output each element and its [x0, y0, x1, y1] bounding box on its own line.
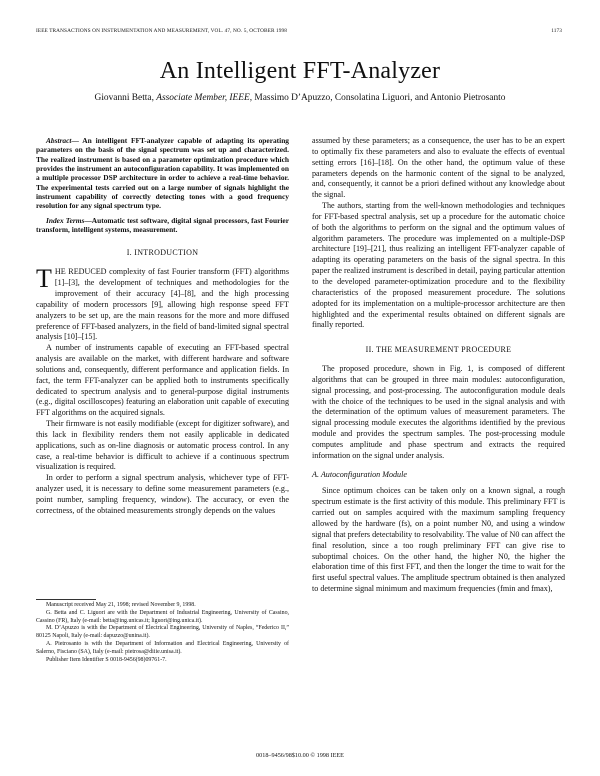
- subsection-a-paragraph-1: Since optimum choices can be taken only on a known signal, a rough spectrum estimate is the first activity of this module. This preliminary FFT is carried out on samples acquired with the maximum sampling frequency allowed by the hardware (fs), on a point number N0, and using a window signal that prefers detectability to resolvability. The value of N0 can affect the final resolution, since a too rough preliminary FFT can give rise to suboptimal choices. On the other hand, the higher N0, the higher the elaboration time of this first FFT, and then the longer the time to wait for the first useful spectral values. The amplitude spectrum obtained is then analyzed to determine signal minimum and maximum frequencies (fmin and fmax),: [312, 486, 565, 594]
- intro-paragraph-1: [36, 264, 289, 343]
- right-column: [312, 136, 565, 595]
- index-terms: [36, 216, 289, 235]
- journal-name: IEEE TRANSACTIONS ON INSTRUMENTATION AND MEASUREMENT, VOL. 47, NO. 5, OCTOBER 1998: [36, 28, 288, 34]
- page-number: 1173: [551, 28, 562, 34]
- abstract-label: Abstract—: [46, 136, 79, 145]
- footnote-rule: [36, 599, 96, 600]
- index-terms-label: Index Terms—: [46, 215, 92, 225]
- right-paragraph-2: The authors, starting from the well-known methodologies and techniques for FFT-based spectral analysis, set up a procedure for the automatic choice of both the algorithms to perform on the signal and the optimum values of algorithm parameters. The procedure was implemented on a multiple-DSP architecture [19]–[21], thus realizing an intelligent FFT-analyzer capable of adapting its operating parameters on the basis of the signal spectra. In this paper the realized instrument is described in detail, paying particular attention to the developed parameter-optimization procedure and to the flexibility characteristics of the proposed measurement procedure. The solutions adopted for its implementation on a multiple-processor architecture are then highlighted and the experimental results obtained on different signals are finally reported.: [312, 201, 565, 330]
- footnote-received: Manuscript received May 21, 1998; revised November 9, 1998.: [46, 602, 196, 608]
- section-2-heading: II. THE MEASUREMENT PROCEDURE: [365, 345, 512, 355]
- drop-cap: T: [36, 264, 52, 294]
- subsection-a-heading: A. Autoconfiguration Module: [312, 469, 407, 479]
- running-header: [36, 28, 562, 34]
- footnotes: [36, 602, 289, 664]
- section-2-paragraph-1: The proposed procedure, shown in Fig. 1, is composed of different algorithms that can be grouped in three main modules: autoconfiguration, signal processing, and post-processing. The autoconfiguration module deals with the choice of the techniques to be used in the signal analysis and with the determination of the optimum values of measurement parameters. The signal processing module executes the algorithms identified by the previous module and provides the spectrum samples. The post-processing module computes amplitude and phase spectrum and extracts the required information on the signal under analysis.: [312, 364, 565, 460]
- author-1-role: Associate Member, IEEE,: [156, 93, 253, 103]
- footnote-betta-liguori: G. Betta and C. Liguori are with the Department of Industrial Engineering, University of Cassino, Cassino (FR), Italy (e-mail: betta@ing.unicas.it; liguori@ing.unica.it).: [36, 609, 289, 624]
- abstract: [36, 136, 289, 211]
- intro-p1-text: HE REDUCED complexity of fast Fourier transform (FFT) algorithms [1]–[3], the development of techniques and methodologies for the improvement of their accuracy [4]–[8], and the high processing capability of modern processors [9], allowing high response speed FFT analyzers to be set up, are the main reasons for the more and more diffused preference of FFT-based analyzers, in the field of band-limited signal spectral analysis [10]–[15].: [36, 267, 289, 342]
- intro-paragraph-2: A number of instruments capable of executing an FFT-based spectral analysis are available on the market, with different hardware and software solutions and, consequently, different performance and application fields. In fact, the term FFT-analyzer can be applied both to instruments specifically dedicated to spectrum analysis and to general-purpose digital instruments (e.g., digital oscilloscopes) featuring an elaboration unit capable of executing FFT algorithms on the acquired signals.: [36, 343, 289, 418]
- right-paragraph-1: assumed by these parameters; as a consequence, the user has to be an expert to optimally fix these parameters and also to evaluate the effects of eventual setting errors [16]–[18]. On the other hand, the optimum value of these parameters depends on the harmonic content of the signal to be analyzed, and, consequently, it cannot be a priori defined without any knowledge about the signal.: [312, 136, 565, 200]
- intro-heading: I. INTRODUCTION: [126, 248, 199, 258]
- footnote-dapuzzo: M. D’Apuzzo is with the Department of Electrical Engineering, University of Naples, “Federico II,” 80125 Napoli, Italy (e-mail: dapuzzo@unina.it).: [36, 625, 289, 640]
- paper-title: An Intelligent FFT-Analyzer: [159, 58, 441, 84]
- abstract-text: An intelligent FFT-analyzer capable of adapting its operating parameters on the basis of the signal spectrum was set up and characterized. The realized instrument is based on a parameter optimization procedure which provides the instrument an autoconfiguration capability. It was implemented on a multiple processor DSP architecture in order to achieve a real-time behavior. The experimental tests carried out on a large number of signals highlight the instrument capability of correctly detecting tones with a good frequency resolution for any signal spectrum type.: [36, 136, 289, 211]
- other-authors: Massimo D’Apuzzo, Consolatina Liguori, and Antonio Pietrosanto: [252, 93, 506, 103]
- footnote-publisher-id: Publisher Item Identifier S 0018-9456(98)09761-7.: [46, 656, 167, 663]
- index-terms-text: Automatic test software, digital signal processors, fast Fourier transform, intelligent systems, measurement.: [36, 215, 289, 235]
- intro-paragraph-4: In order to perform a signal spectrum analysis, whichever type of FFT-analyzer used, it is necessary to define some measurement parameters (e.g., point number, sampling frequency, window). The accuracy, or even the correctness, of the obtained measurements strongly depends on the values: [36, 473, 289, 515]
- left-column: [36, 136, 289, 517]
- footnote-pietrosanto: A. Pietrosanto is with the Department of Information and Electrical Engineering, University of Salerno, Fisciano (SA), Italy (e-mail: pietrosa@diiie.unisa.it).: [36, 640, 289, 655]
- copyright-line: 0018–9456/98$10.00 © 1998 IEEE: [256, 752, 344, 759]
- author-list: [0, 93, 600, 103]
- intro-paragraph-3: Their firmware is not easily modifiable (except for digitizer software), and this lack in flexibility renders them not easily applicable in dedicated applications, such as on-line diagnosis or automatic process control. In any case, a real-time behavior is difficult to achieve if a continuous spectrum visualization is required.: [36, 419, 289, 472]
- author-1: Giovanni Betta,: [94, 93, 157, 103]
